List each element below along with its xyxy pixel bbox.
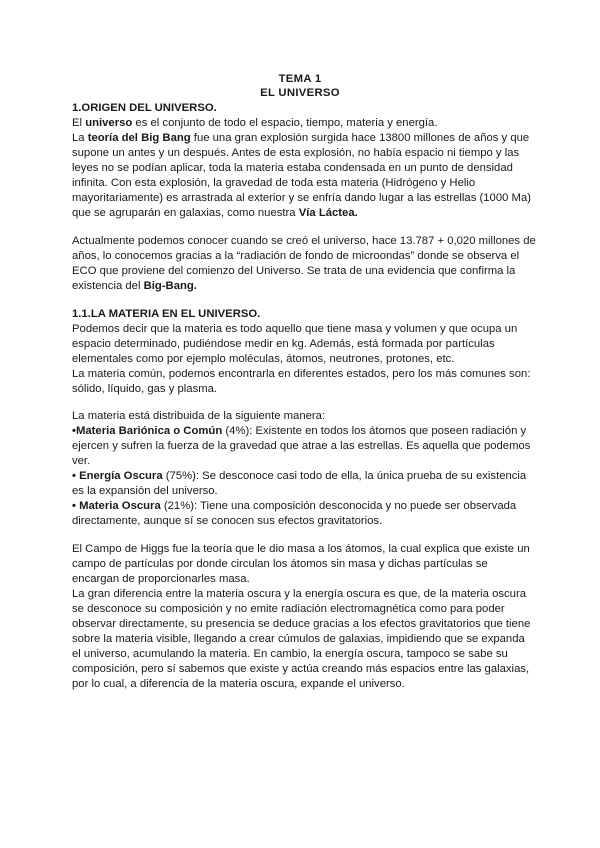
doc-title-line1: TEMA 1 [278, 73, 322, 85]
big-bang-term-2: Big-Bang. [143, 280, 197, 292]
section1-heading: 1.ORIGEN DEL UNIVERSO. [72, 102, 217, 114]
s1-p2-line1: Actualmente podemos conocer cuando se creó el universo, hace 13.787 + 0,020 millones de [72, 235, 536, 247]
section2-heading: 1.1.LA MATERIA EN EL UNIVERSO. [72, 308, 261, 320]
bullet-materia-oscura: • Materia Oscura (21%): Tiene una composición desconocida y no puede ser observada [72, 500, 517, 512]
s1-p1-line5: infinita. Con esta explosión, la gravedad de toda esta materia (Hidrógeno y Helio [72, 177, 476, 189]
s2-p3-line6: observar directamente, su presencia se deduce gracias a los efectos gravitatorios que tiene [72, 618, 531, 630]
bullet-energia-oscura: • Energía Oscura (75%): Se desconoce casi todo de ella, la única prueba de su existencia [72, 470, 527, 482]
s2-p3-line1: El Campo de Higgs fue la teoría que le dio masa a los átomos, la cual explica que existe un [72, 543, 530, 555]
s2-p3-line9: composición, pero sí sabemos que existe y actúa creando más espacios entre las galaxias, [72, 663, 530, 675]
s1-p1-line3: supone un antes y un después. Antes de esta explosión, no había espacio ni tiempo y las [72, 147, 520, 159]
s2-p3-line8: el universo, acumulando la materia. En cambio, la energía oscura, tampoco se sabe su [72, 648, 508, 660]
s2-p3-line5: se desconoce su composición y no emite radiación electromagnética como para poder [72, 603, 505, 615]
s2-p3-line3: encargan de proporcionarles masa. [72, 573, 250, 585]
s1-p2-line4: existencia del Big-Bang. [72, 280, 197, 292]
universo-term: universo [85, 117, 133, 129]
bullet-materia-oscura-line2: directamente, aunque sí se conocen sus efectos gravitatorios. [72, 515, 383, 527]
s2-p1-line4: La materia común, podemos encontrarla en diferentes estados, pero los más comunes son: [72, 368, 531, 380]
s1-p1-line2: La teoría del Big Bang fue una gran explosión surgida hace 13800 millones de años y que [72, 132, 530, 144]
s1-p1-line6: mayoritariamente) es arrastrada al exterior y se enfría dando lugar a las estrellas (1000 Ma) [72, 192, 531, 204]
s2-p3-line2: campo de partículas por donde circulan los átomos sin masa y dichas partículas se [72, 558, 488, 570]
bullet-materia-barionica-line2: ejercen y sufren la fuerza de la gravedad que atrae a las estrellas. Es aquella que podemos [72, 440, 531, 452]
bullet-energia-oscura-line2: es la expansión del universo. [72, 485, 218, 497]
big-bang-term: teoría del Big Bang [87, 132, 191, 144]
s2-p3-line7: sobre la materia visible, llegando a crear cúmulos de galaxias, impidiendo que se expanda [72, 633, 525, 645]
s1-p1-line4: leyes no se podían aplicar, toda la materia estaba condensada en un punto de densidad [72, 162, 513, 174]
s2-p1-line1: Podemos decir que la materia es todo aquello que tiene masa y volumen y que ocupa un [72, 323, 518, 335]
bullet-materia-barionica-line3: ver. [72, 455, 91, 467]
doc-title-line2: EL UNIVERSO [260, 87, 340, 99]
s1-p2-line3: ECO que proviene del comienzo del Universo. Se trata de una evidencia que confirma la [72, 265, 516, 277]
s2-p1-line2: espacio determinado, pudiéndose medir en kg. Además, está formada por partículas [72, 338, 495, 350]
bullet-materia-barionica: •Materia Bariónica o Común (4%): Existente en todos los átomos que poseen radiación y [72, 425, 527, 437]
s1-p1-line1: El universo es el conjunto de todo el espacio, tiempo, materia y energía. [72, 117, 438, 129]
via-lactea-term: Vía Láctea. [298, 207, 358, 219]
s1-p1-line7: que se agruparán en galaxias, como nuestra Vía Láctea. [72, 207, 358, 219]
s2-p3-line4: La gran diferencia entre la materia oscura y la energía oscura es que, de la materia oscura [72, 588, 527, 600]
s1-p2-line2: años, lo conocemos gracias a la “radiación de fondo de microondas” donde se observa el [72, 250, 520, 262]
s2-p2-intro: La materia está distribuida de la siguiente manera: [72, 410, 326, 422]
s2-p3-line10: por lo cual, a diferencia de la materia oscura, expande el universo. [72, 678, 405, 690]
s2-p1-line3: elementales como por ejemplo moléculas, átomos, neutrones, protones, etc. [72, 353, 455, 365]
s2-p1-line5: sólido, líquido, gas y plasma. [72, 383, 218, 395]
